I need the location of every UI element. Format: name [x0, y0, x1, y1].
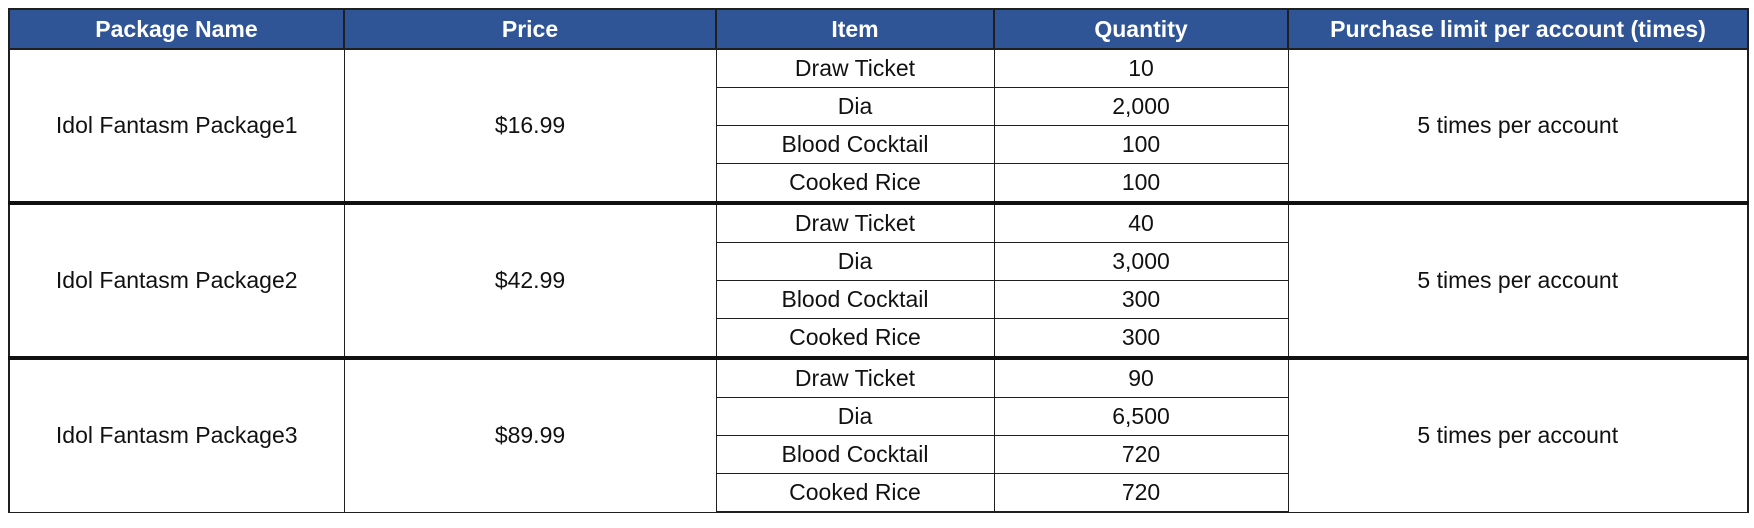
item-cell: Blood Cocktail — [716, 281, 994, 319]
item-cell: Cooked Rice — [716, 164, 994, 204]
header-price: Price — [344, 9, 716, 49]
quantity-cell: 3,000 — [994, 243, 1288, 281]
purchase-limit-cell: 5 times per account — [1288, 49, 1748, 203]
item-cell: Blood Cocktail — [716, 436, 994, 474]
package-name-cell: Idol Fantasm Package1 — [9, 49, 344, 203]
quantity-cell: 720 — [994, 474, 1288, 513]
header-purchase-limit: Purchase limit per account (times) — [1288, 9, 1748, 49]
package-price-cell: $16.99 — [344, 49, 716, 203]
table-header — [9, 9, 1748, 49]
quantity-cell: 720 — [994, 436, 1288, 474]
item-cell: Draw Ticket — [716, 203, 994, 243]
purchase-limit-cell: 5 times per account — [1288, 358, 1748, 512]
item-cell: Draw Ticket — [716, 49, 994, 88]
quantity-cell: 300 — [994, 319, 1288, 359]
quantity-cell: 100 — [994, 164, 1288, 204]
item-cell: Dia — [716, 398, 994, 436]
quantity-cell: 300 — [994, 281, 1288, 319]
quantity-cell: 6,500 — [994, 398, 1288, 436]
item-cell: Cooked Rice — [716, 474, 994, 513]
item-cell: Dia — [716, 243, 994, 281]
item-cell: Cooked Rice — [716, 319, 994, 359]
purchase-limit-cell: 5 times per account — [1288, 203, 1748, 358]
table-row — [9, 49, 1748, 88]
quantity-cell: 10 — [994, 49, 1288, 88]
package-table-container — [8, 8, 1749, 513]
package-table — [8, 8, 1749, 513]
item-cell: Blood Cocktail — [716, 126, 994, 164]
package-name-cell: Idol Fantasm Package2 — [9, 203, 344, 358]
package-price-cell: $42.99 — [344, 203, 716, 358]
header-item: Item — [716, 9, 994, 49]
header-package-name: Package Name — [9, 9, 344, 49]
package-name-cell: Idol Fantasm Package3 — [9, 358, 344, 512]
header-row — [9, 9, 1748, 49]
quantity-cell: 40 — [994, 203, 1288, 243]
header-quantity: Quantity — [994, 9, 1288, 49]
table-row — [9, 358, 1748, 398]
quantity-cell: 2,000 — [994, 88, 1288, 126]
table-row — [9, 203, 1748, 243]
table-body — [9, 49, 1748, 512]
package-price-cell: $89.99 — [344, 358, 716, 512]
item-cell: Draw Ticket — [716, 358, 994, 398]
quantity-cell: 100 — [994, 126, 1288, 164]
item-cell: Dia — [716, 88, 994, 126]
quantity-cell: 90 — [994, 358, 1288, 398]
